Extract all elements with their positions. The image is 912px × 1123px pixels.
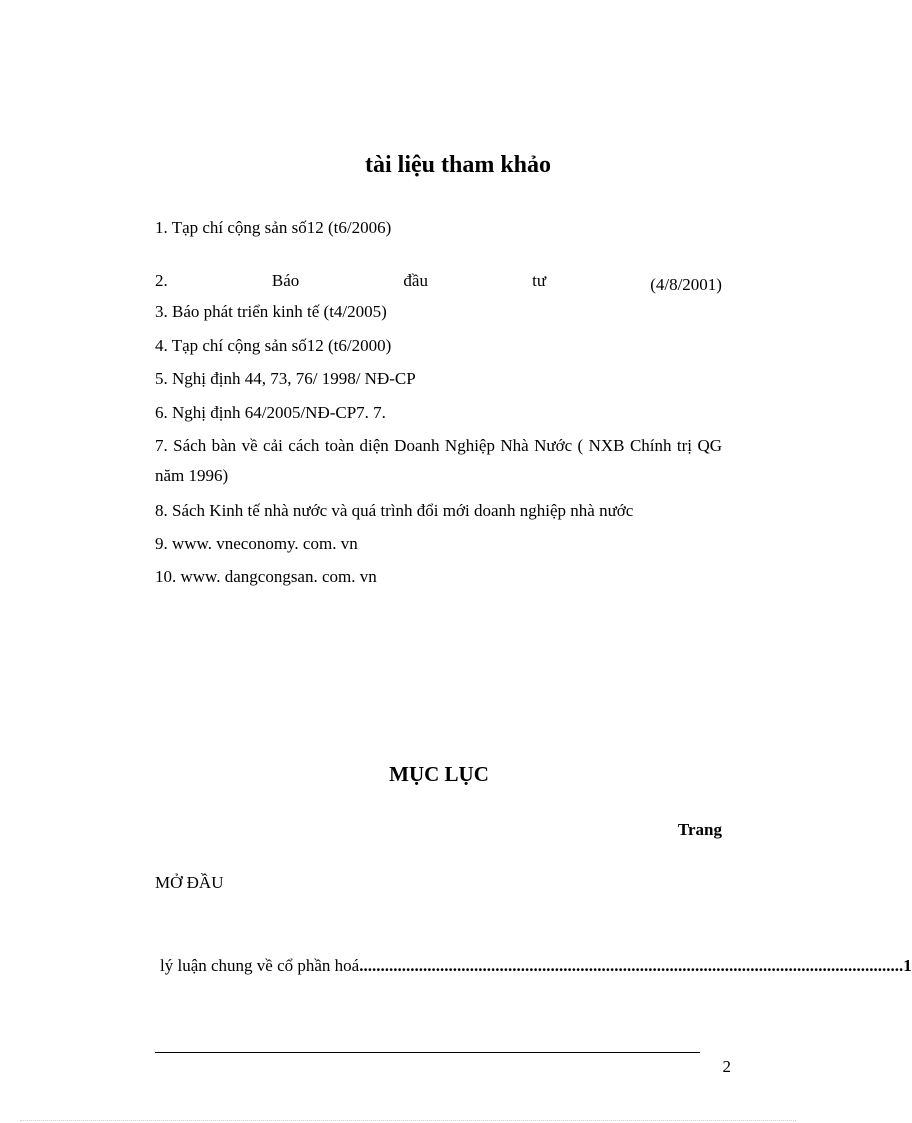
toc-intro: MỞ ĐẦU (155, 873, 224, 892)
reference-item-7: 7. Sách bàn về cải cách toàn diện Doanh Nghiệp Nhà Nước ( NXB Chính trị QG năm 1996) (155, 436, 722, 485)
reference-2-number: 2. (155, 271, 168, 290)
reference-item-2 (155, 271, 722, 294)
toc-entry-label: lý luận chung về cổ phần hoá (160, 956, 360, 975)
reference-2-word-1: Báo (271, 271, 300, 290)
toc-title: MỤC LỤC (389, 762, 489, 786)
reference-item-9: 9. www. vneconomy. com. vn (155, 534, 358, 553)
reference-item-4: 4. Tạp chí cộng sản số12 (t6/2000) (155, 336, 392, 355)
page-number: 2 (722, 1057, 731, 1076)
reference-item-5: 5. Nghị định 44, 73, 76/ 1998/ NĐ-CP (155, 369, 416, 388)
reference-item-10: 10. www. dangcongsan. com. vn (155, 567, 377, 586)
page-edge-divider (20, 1120, 796, 1121)
toc-entry-page: 1 (903, 956, 912, 975)
toc-entry-leader: ................................................................................................................................ (359, 956, 904, 975)
references-title: tài liệu tham khảo (364, 152, 552, 178)
footer-rule (155, 1052, 700, 1053)
reference-item-6: 6. Nghị định 64/2005/NĐ-CP7. 7. (155, 403, 386, 422)
reference-item-8: 8. Sách Kinh tế nhà nước và quá trình đổi mới doanh nghiệp nhà nước (155, 501, 634, 520)
reference-2-date: (4/8/2001) (650, 275, 722, 294)
toc-entry (160, 956, 912, 976)
reference-item-1: 1. Tạp chí cộng sản số12 (t6/2006) (155, 218, 392, 237)
reference-2-word-3: tư (532, 271, 547, 290)
reference-item-3: 3. Báo phát triển kinh tế (t4/2005) (155, 302, 387, 321)
reference-2-word-2: đầu (403, 271, 428, 290)
toc-page-header: Trang (677, 820, 722, 839)
